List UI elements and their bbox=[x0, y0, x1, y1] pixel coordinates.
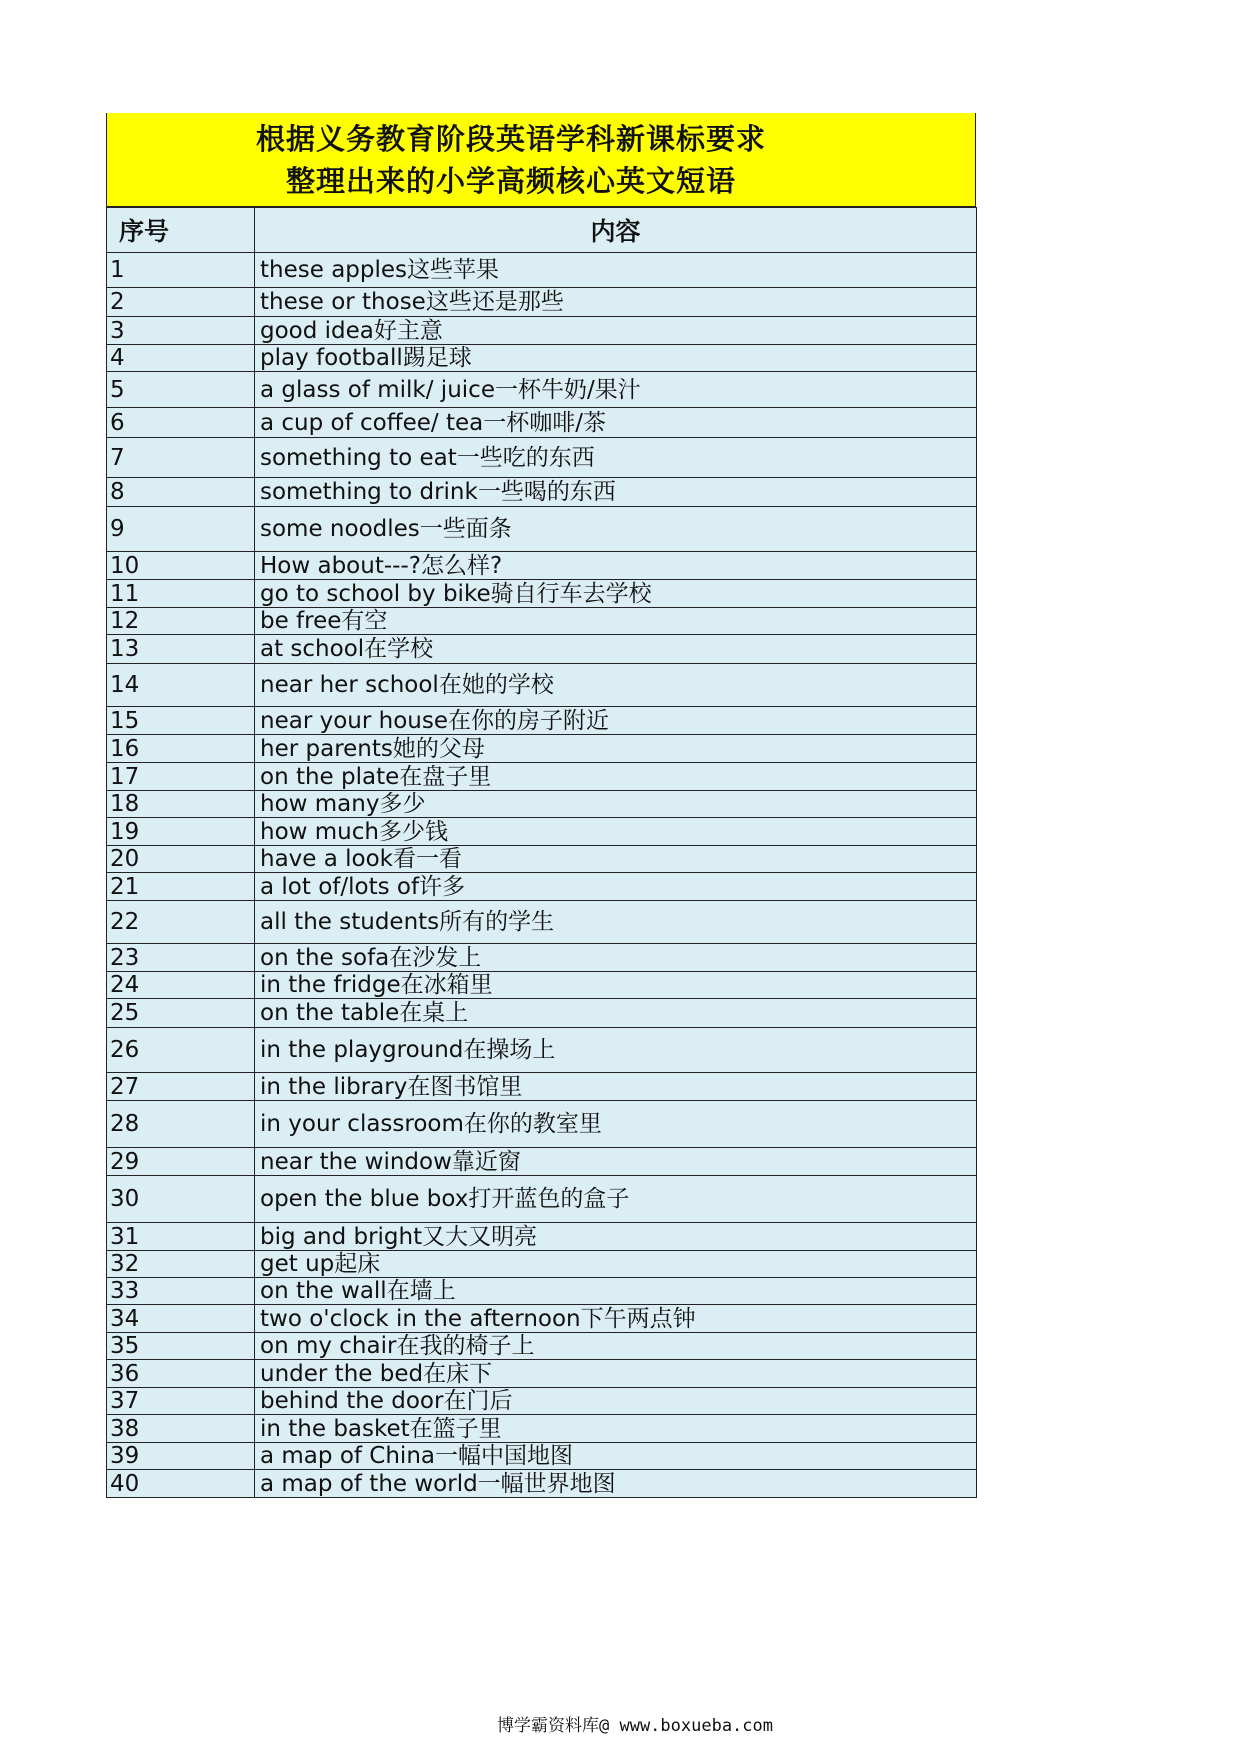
table-row bbox=[107, 1223, 977, 1251]
row-number: 25 bbox=[107, 999, 255, 1028]
row-number: 26 bbox=[107, 1028, 255, 1073]
row-number: 17 bbox=[107, 763, 255, 791]
row-phrase: all the students所有的学生 bbox=[255, 901, 977, 944]
row-number: 13 bbox=[107, 635, 255, 664]
table-row bbox=[107, 707, 977, 735]
table-row bbox=[107, 1101, 977, 1148]
row-phrase: how much多少钱 bbox=[255, 818, 977, 846]
row-number: 20 bbox=[107, 846, 255, 873]
row-number: 18 bbox=[107, 791, 255, 818]
row-number: 27 bbox=[107, 1073, 255, 1101]
table-row bbox=[107, 818, 977, 846]
row-phrase: a map of the world一幅世界地图 bbox=[255, 1470, 977, 1498]
title-banner bbox=[106, 113, 976, 207]
row-phrase: open the blue box打开蓝色的盒子 bbox=[255, 1176, 977, 1223]
row-phrase: good idea好主意 bbox=[255, 317, 977, 345]
row-number: 28 bbox=[107, 1101, 255, 1148]
row-phrase: two o'clock in the afternoon下午两点钟 bbox=[255, 1305, 977, 1333]
table-row bbox=[107, 408, 977, 438]
table-row bbox=[107, 944, 977, 972]
header-number: 序号 bbox=[107, 208, 255, 253]
row-phrase: on the table在桌上 bbox=[255, 999, 977, 1028]
table-row bbox=[107, 552, 977, 580]
table-row bbox=[107, 1360, 977, 1388]
table-row bbox=[107, 1415, 977, 1443]
row-phrase: have a look看一看 bbox=[255, 846, 977, 873]
row-number: 21 bbox=[107, 873, 255, 901]
row-phrase: play football踢足球 bbox=[255, 345, 977, 372]
row-number: 15 bbox=[107, 707, 255, 735]
row-number: 35 bbox=[107, 1333, 255, 1360]
row-phrase: on the plate在盘子里 bbox=[255, 763, 977, 791]
row-phrase: on the sofa在沙发上 bbox=[255, 944, 977, 972]
phrase-table bbox=[106, 207, 977, 1498]
row-phrase: a glass of milk/ juice一杯牛奶/果汁 bbox=[255, 372, 977, 408]
row-number: 10 bbox=[107, 552, 255, 580]
row-number: 36 bbox=[107, 1360, 255, 1388]
row-number: 33 bbox=[107, 1278, 255, 1305]
row-phrase: big and bright又大又明亮 bbox=[255, 1223, 977, 1251]
row-phrase: in the playground在操场上 bbox=[255, 1028, 977, 1073]
table-row bbox=[107, 1176, 977, 1223]
row-phrase: in the library在图书馆里 bbox=[255, 1073, 977, 1101]
table-row bbox=[107, 999, 977, 1028]
row-phrase: on my chair在我的椅子上 bbox=[255, 1333, 977, 1360]
table-body bbox=[107, 253, 977, 1498]
table-row bbox=[107, 478, 977, 507]
table-row bbox=[107, 317, 977, 345]
row-phrase: behind the door在门后 bbox=[255, 1388, 977, 1415]
row-number: 34 bbox=[107, 1305, 255, 1333]
row-phrase: near the window靠近窗 bbox=[255, 1148, 977, 1176]
row-phrase: her parents她的父母 bbox=[255, 735, 977, 763]
title-line-2: 整理出来的小学高频核心英文短语 bbox=[285, 163, 736, 198]
row-number: 23 bbox=[107, 944, 255, 972]
row-phrase: how many多少 bbox=[255, 791, 977, 818]
row-number: 38 bbox=[107, 1415, 255, 1443]
table-row bbox=[107, 635, 977, 664]
table-row bbox=[107, 1470, 977, 1498]
header-row bbox=[107, 208, 977, 253]
row-number: 37 bbox=[107, 1388, 255, 1415]
row-number: 14 bbox=[107, 664, 255, 707]
phrase-sheet bbox=[106, 113, 976, 1498]
table-row bbox=[107, 791, 977, 818]
table-row bbox=[107, 846, 977, 873]
row-number: 24 bbox=[107, 972, 255, 999]
row-number: 22 bbox=[107, 901, 255, 944]
table-row bbox=[107, 1333, 977, 1360]
row-number: 5 bbox=[107, 372, 255, 408]
row-number: 6 bbox=[107, 408, 255, 438]
table-row bbox=[107, 438, 977, 478]
table-row bbox=[107, 1148, 977, 1176]
row-phrase: at school在学校 bbox=[255, 635, 977, 664]
table-row bbox=[107, 580, 977, 608]
row-phrase: near your house在你的房子附近 bbox=[255, 707, 977, 735]
title-line-1: 根据义务教育阶段英语学科新课标要求 bbox=[255, 121, 766, 156]
row-number: 1 bbox=[107, 253, 255, 288]
row-phrase: something to eat一些吃的东西 bbox=[255, 438, 977, 478]
table-row bbox=[107, 1305, 977, 1333]
row-phrase: be free有空 bbox=[255, 608, 977, 635]
row-number: 32 bbox=[107, 1251, 255, 1278]
table-row bbox=[107, 873, 977, 901]
row-number: 2 bbox=[107, 288, 255, 317]
row-phrase: go to school by bike骑自行车去学校 bbox=[255, 580, 977, 608]
row-phrase: in the basket在篮子里 bbox=[255, 1415, 977, 1443]
row-phrase: these or those这些还是那些 bbox=[255, 288, 977, 317]
row-phrase: these apples这些苹果 bbox=[255, 253, 977, 288]
row-number: 8 bbox=[107, 478, 255, 507]
table-row bbox=[107, 1443, 977, 1470]
table-row bbox=[107, 763, 977, 791]
table-row bbox=[107, 253, 977, 288]
row-number: 9 bbox=[107, 507, 255, 552]
row-phrase: a lot of/lots of许多 bbox=[255, 873, 977, 901]
row-phrase: in your classroom在你的教室里 bbox=[255, 1101, 977, 1148]
row-phrase: on the wall在墙上 bbox=[255, 1278, 977, 1305]
table-row bbox=[107, 1028, 977, 1073]
table-row bbox=[107, 507, 977, 552]
row-phrase: near her school在她的学校 bbox=[255, 664, 977, 707]
table-row bbox=[107, 1251, 977, 1278]
row-phrase: something to drink一些喝的东西 bbox=[255, 478, 977, 507]
row-phrase: in the fridge在冰箱里 bbox=[255, 972, 977, 999]
table-row bbox=[107, 372, 977, 408]
row-phrase: some noodles一些面条 bbox=[255, 507, 977, 552]
row-number: 4 bbox=[107, 345, 255, 372]
row-number: 11 bbox=[107, 580, 255, 608]
table-row bbox=[107, 1073, 977, 1101]
table-row bbox=[107, 972, 977, 999]
row-number: 19 bbox=[107, 818, 255, 846]
table-row bbox=[107, 345, 977, 372]
table-row bbox=[107, 1278, 977, 1305]
row-phrase: a cup of coffee/ tea一杯咖啡/茶 bbox=[255, 408, 977, 438]
row-number: 12 bbox=[107, 608, 255, 635]
table-row bbox=[107, 664, 977, 707]
row-phrase: How about---?怎么样? bbox=[255, 552, 977, 580]
table-row bbox=[107, 1388, 977, 1415]
row-number: 30 bbox=[107, 1176, 255, 1223]
row-number: 40 bbox=[107, 1470, 255, 1498]
table-row bbox=[107, 608, 977, 635]
footer-watermark: 博学霸资料库@ www.boxueba.com bbox=[497, 1716, 773, 1736]
table-row bbox=[107, 288, 977, 317]
row-number: 31 bbox=[107, 1223, 255, 1251]
row-number: 3 bbox=[107, 317, 255, 345]
row-number: 16 bbox=[107, 735, 255, 763]
row-phrase: get up起床 bbox=[255, 1251, 977, 1278]
row-number: 39 bbox=[107, 1443, 255, 1470]
row-number: 7 bbox=[107, 438, 255, 478]
row-phrase: under the bed在床下 bbox=[255, 1360, 977, 1388]
row-phrase: a map of China一幅中国地图 bbox=[255, 1443, 977, 1470]
header-content: 内容 bbox=[255, 208, 977, 253]
row-number: 29 bbox=[107, 1148, 255, 1176]
table-row bbox=[107, 901, 977, 944]
table-row bbox=[107, 735, 977, 763]
